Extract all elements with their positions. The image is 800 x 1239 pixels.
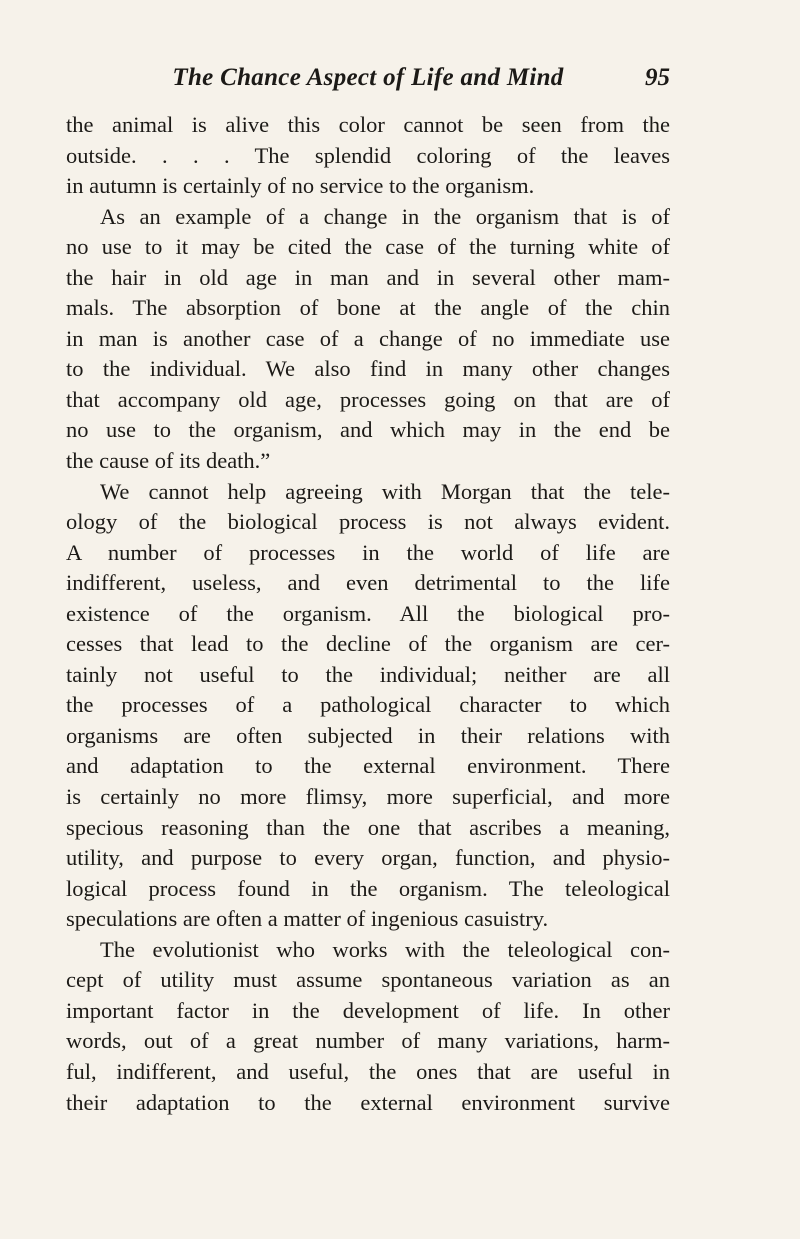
running-head (66, 64, 670, 104)
running-title: The Chance Aspect of Life and Mind (172, 64, 564, 91)
text-line: is certainly no more flimsy, more superficial, and more (66, 784, 670, 810)
text-line: ology of the biological process is not always evident. (66, 509, 670, 535)
text-line: outside. . . . The splendid coloring of the leaves (66, 142, 670, 168)
text-line: organisms are often subjected in their relations with (66, 722, 670, 748)
text-line: cept of utility must assume spontaneous variation as an (66, 967, 670, 993)
text-line: cesses that lead to the decline of the organism are cer- (66, 631, 670, 657)
text-line: and adaptation to the external environment. There (66, 753, 670, 779)
text-line: speculations are often a matter of ingenious casuistry. (66, 906, 549, 932)
text-line: indifferent, useless, and even detrimental to the life (66, 570, 670, 596)
text-line: logical process found in the organism. The teleological (66, 875, 670, 901)
text-line: in autumn is certainly of no service to the organism. (66, 173, 535, 199)
text-line: A number of processes in the world of life are (66, 539, 670, 565)
text-line: the processes of a pathological character to which (66, 692, 670, 718)
page-number: 95 (645, 64, 670, 91)
text-line: We cannot help agreeing with Morgan that the tele- (100, 478, 670, 504)
text-line: words, out of a great number of many variations, harm- (66, 1028, 670, 1054)
text-line: in man is another case of a change of no immediate use (66, 325, 670, 351)
text-line: utility, and purpose to every organ, function, and physio- (66, 845, 670, 871)
text-line: mals. The absorption of bone at the angle of the chin (66, 295, 670, 321)
text-line: existence of the organism. All the biological pro- (66, 600, 670, 626)
text-line: the animal is alive this color cannot be seen from the (66, 112, 670, 137)
text-line: no use to the organism, and which may in the end be (66, 417, 670, 443)
text-line: the hair in old age in man and in several other mam- (66, 264, 670, 290)
text-line: the cause of its death.” (66, 448, 271, 474)
text-line: The evolutionist who works with the teleological con- (100, 936, 670, 962)
text-line: their adaptation to the external environment survive (66, 1089, 670, 1115)
text-line: As an example of a change in the organism that is of (100, 203, 670, 229)
text-line: ful, indifferent, and useful, the ones that are useful in (66, 1058, 670, 1084)
text-line: no use to it may be cited the case of the turning white of (66, 234, 670, 260)
text-line: that accompany old age, processes going on that are of (66, 386, 670, 412)
text-line: to the individual. We also find in many other changes (66, 356, 670, 382)
text-line: specious reasoning than the one that ascribes a meaning, (66, 814, 670, 840)
text-line: important factor in the development of life. In other (66, 997, 670, 1023)
body-text (66, 110, 670, 1118)
text-line: tainly not useful to the individual; neither are all (66, 661, 670, 687)
